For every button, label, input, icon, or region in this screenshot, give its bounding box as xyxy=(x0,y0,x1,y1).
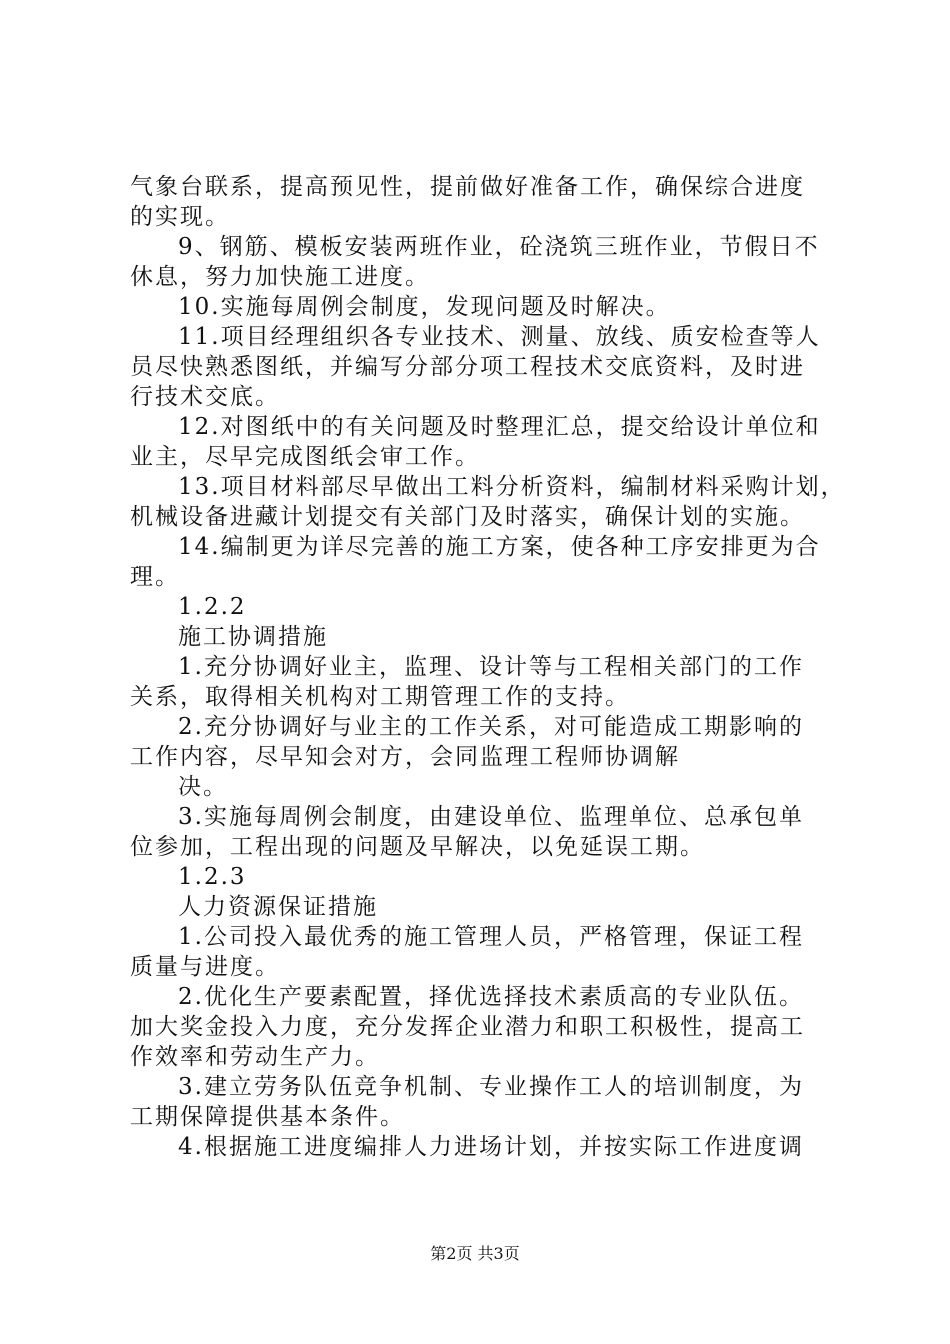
text-line: 3.实施每周例会制度，由建设单位、监理单位、总承包单 xyxy=(178,804,804,830)
section-number: 1.2.2 xyxy=(178,594,247,620)
section-number: 1.2.3 xyxy=(178,864,247,890)
text-line: 4.根据施工进度编排人力进场计划，并按实际工作进度调 xyxy=(178,1134,804,1160)
text-line: 2.优化生产要素配置，择优选择技术素质高的专业队伍。 xyxy=(178,984,804,1010)
text-line: 13.项目材料部尽早做出工料分析资料，编制材料采购计划， xyxy=(178,474,846,500)
text-line: 14.编制更为详尽完善的施工方案，使各种工序安排更为合 xyxy=(178,534,821,560)
text-line: 2.充分协调好与业主的工作关系，对可能造成工期影响的 xyxy=(178,714,804,740)
text-line: 决。 xyxy=(178,774,228,800)
text-line: 休息，努力加快施工进度。 xyxy=(130,264,430,290)
text-line: 作效率和劳动生产力。 xyxy=(130,1044,380,1070)
text-line: 员尽快熟悉图纸，并编写分部分项工程技术交底资料，及时进 xyxy=(130,354,805,380)
text-line: 业主，尽早完成图纸会审工作。 xyxy=(130,444,480,470)
text-line: 1.公司投入最优秀的施工管理人员，严格管理，保证工程 xyxy=(178,924,804,950)
page-footer xyxy=(0,1244,950,1264)
text-line: 加大奖金投入力度，充分发挥企业潜力和职工积极性，提高工 xyxy=(130,1014,805,1040)
text-line: 质量与进度。 xyxy=(130,954,280,980)
text-line: 9、钢筋、模板安装两班作业，砼浇筑三班作业，节假日不 xyxy=(178,234,820,260)
section-heading: 人力资源保证措施 xyxy=(178,894,378,920)
text-line: 机械设备进藏计划提交有关部门及时落实，确保计划的实施。 xyxy=(130,504,805,530)
text-line: 工期保障提供基本条件。 xyxy=(130,1104,405,1130)
text-line: 行技术交底。 xyxy=(130,384,280,410)
text-line: 3.建立劳务队伍竞争机制、专业操作工人的培训制度，为 xyxy=(178,1074,804,1100)
section-heading: 施工协调措施 xyxy=(178,624,328,650)
text-line: 关系，取得相关机构对工期管理工作的支持。 xyxy=(130,684,630,710)
text-line: 12.对图纸中的有关问题及时整理汇总，提交给设计单位和 xyxy=(178,414,821,440)
page-number-label: 第2页 共3页 xyxy=(430,1244,520,1263)
text-line: 工作内容，尽早知会对方，会同监理工程师协调解 xyxy=(130,744,680,770)
text-line: 1.充分协调好业主，监理、设计等与工程相关部门的工作 xyxy=(178,654,804,680)
text-line: 位参加，工程出现的问题及早解决，以免延误工期。 xyxy=(130,834,705,860)
text-line: 10.实施每周例会制度，发现问题及时解决。 xyxy=(178,294,671,320)
text-line: 11.项目经理组织各专业技术、测量、放线、质安检查等人 xyxy=(178,324,821,350)
document-body xyxy=(130,172,846,1162)
text-line: 理。 xyxy=(130,564,180,590)
text-line: 的实现。 xyxy=(130,204,230,230)
text-line: 气象台联系，提高预见性，提前做好准备工作，确保综合进度 xyxy=(130,174,805,200)
